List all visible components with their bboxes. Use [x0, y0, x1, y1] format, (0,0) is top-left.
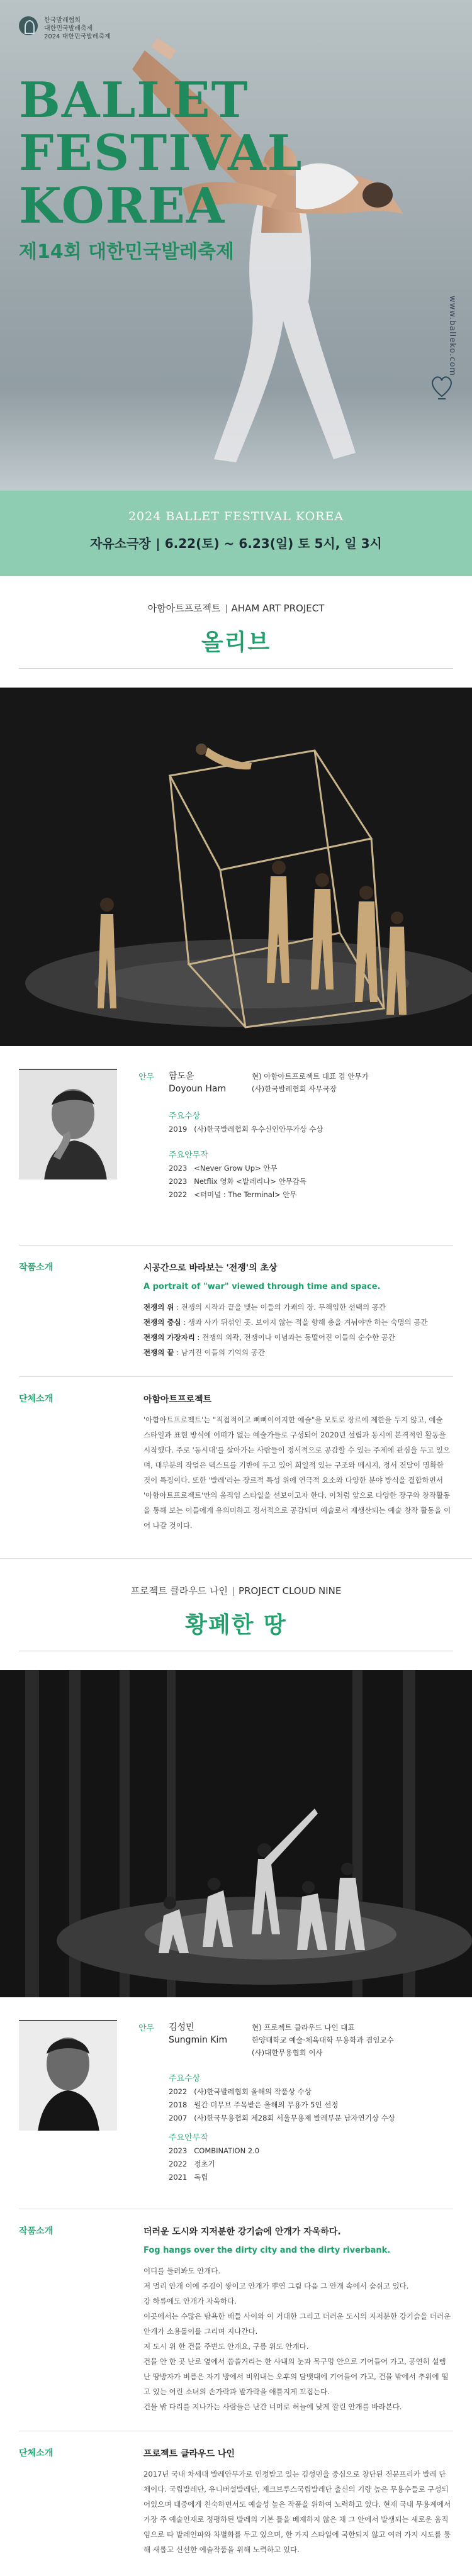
- work-text: 정초기: [194, 2160, 215, 2168]
- works-heading: 주요안무작: [169, 1151, 208, 1160]
- group-intro-label: 단체소개: [19, 2448, 53, 2458]
- divider-bar: [157, 538, 159, 551]
- intro-key: 전쟁의 중심: [143, 1318, 181, 1327]
- show-wasteland: [0, 1558, 472, 2576]
- group-text: 2017년 국내 차세대 발레안무가로 인정받고 있는 김성민을 중심으로 창단된 전문프리카 발레 단체이다. 국립발레단, 유니버설발레단, 제크브루스국립발레단 출신의 기량 높은 무용수들로 구성되어있으며 대중에게 친숙하면서도 예술성 높은 작품을 위하여 노력하고 있다. 현재 국내 무용계에서 가장 주 예술인재로 정평하된 발레의 기본 틀을 베제하지 않은 채 그 안에서 발생되는 새로운 움직임으로 타 발레인파와 차별화를 두고 있으며, 한 가지 스타일에 국한되지 않고 여러 가지 시도를 통해 새롭고 신선한 예술작품을 위해 노력하고 있다.: [143, 2470, 451, 2554]
- festival-logo: [19, 16, 111, 41]
- project-name-en: PROJECT CLOUD NINE: [239, 1585, 342, 1597]
- award-item: [169, 2112, 395, 2125]
- intro-line: [143, 1315, 452, 1330]
- work-text: <Never Grow Up> 안무: [194, 1164, 278, 1173]
- event-banner: [0, 491, 472, 576]
- intro-value: : 전쟁의 시작과 끝을 맺는 이들의 가쾌의 장. 무책임한 선택의 공간: [174, 1303, 386, 1312]
- group-intro-label: 단체소개: [19, 1394, 53, 1404]
- affiliations: [252, 2021, 394, 2059]
- group-intro: [0, 1377, 472, 1558]
- intro-line: [143, 1345, 452, 1360]
- intro-key: 전쟁의 끝: [143, 1348, 174, 1357]
- work-intro-label: 작품소개: [19, 1263, 53, 1273]
- awards-heading: 주요수상: [169, 2074, 201, 2083]
- affiliation: (사)한국발레협회 사무국장: [252, 1084, 337, 1093]
- work-intro-lead-en: A portrait of "war" viewed through time and space.: [143, 1282, 381, 1291]
- work-text: <터미널 : The Terminal> 안무: [194, 1190, 297, 1199]
- stage-photo: [0, 688, 472, 1046]
- logo-text: [44, 16, 111, 41]
- event-info: [0, 533, 472, 552]
- award-text: (사)한국발레협회 올해의 작품상 수상: [194, 2087, 312, 2096]
- work-item: [169, 1188, 306, 1202]
- work-intro-lead: 시공간으로 바라보는 '전쟁'의 초상: [143, 1263, 278, 1273]
- schedule: 6.22(토) ~ 6.23(일) 토 5시, 일 3시: [164, 536, 382, 551]
- work-text: COMBINATION 2.0: [194, 2146, 260, 2155]
- project-name-kr: 프로젝트 클라우드 나인: [130, 1585, 228, 1597]
- group-name: 프로젝트 클라우드 나인: [143, 2449, 235, 2459]
- performance-photo: [0, 1670, 472, 1997]
- work-intro-label: 작품소개: [19, 2226, 53, 2236]
- festival-hero: [0, 0, 472, 491]
- show-title: 올리브: [201, 630, 271, 655]
- hero-title-line: KOREA: [19, 177, 226, 235]
- award-text: (사)한국무용협회 제28회 서울무용제 발레부문 남자연기상 수상: [194, 2114, 395, 2122]
- show-title: 황폐한 땅: [185, 1612, 287, 1638]
- role-label: 안무: [138, 2024, 155, 2033]
- section-header: [0, 576, 472, 669]
- logo-line: 한국발레협회: [44, 17, 81, 24]
- choreographer-profile: [0, 1069, 472, 1245]
- hero-title: [19, 74, 303, 233]
- work-item: [169, 2158, 259, 2171]
- award-year: 2007: [169, 2114, 188, 2122]
- intro-value: : 전쟁의 외곽, 전쟁이나 이념과는 동떨어진 이들의 순수한 공간: [194, 1333, 395, 1342]
- group-text: '아함아트프로젝트'는 "직접적이고 뻐뻐이어지한 예술"을 모토로 장르에 제한을 두지 않고, 예술 스타일과 표현 방식에 어떠가 없는 예술가들로 구성되어 2020년 설립과 동시에 본격적인 활동을 시작했다. 주로 '동시대'를 살아가는 사람들이 정서적으로 공감할 수 있는 주제에 관심을 두고 있으며, 대부분의 작업은 텍스트를 기반에 두고 있어 희일적 있는 구조와 메시지, 정서 전달이 명확한 것이 특징이다. 또한 '발레'라는 장르적 특성 위에 연극적 요소와 다양한 분야 방식을 결합하면서 '아함아트프로젝트'만의 움직임 스타일을 선보이고자 한다. 이처럼 앞으로 다양한 장구와 창작활동을 통해 보는 이들에게 유의미하고 정서적으로 공감되며 예술로서 재생산되는 예술 창작 활동을 이어 나갈 것이다.: [143, 1415, 451, 1530]
- work-intro-content: [143, 2224, 452, 2414]
- show-olive: [0, 576, 472, 1558]
- work-year: 2022: [169, 2160, 188, 2168]
- award-year: 2019: [169, 1125, 188, 1134]
- work-year: 2022: [169, 1190, 188, 1199]
- performance-photo: [0, 688, 472, 1046]
- award-year: 2018: [169, 2100, 188, 2109]
- awards-list: [169, 2085, 395, 2125]
- festival-name: 2024 BALLET FESTIVAL KOREA: [128, 510, 344, 523]
- work-intro-text: [143, 2263, 452, 2414]
- group-intro: [0, 2431, 472, 2576]
- work-intro-text: [143, 1300, 452, 1360]
- award-text: (사)한국발레협회 우수신인안무가상 수상: [194, 1125, 323, 1134]
- affiliation: 한양대학교 예술·체육대학 무용학과 겸임교수: [252, 2036, 394, 2044]
- award-year: 2022: [169, 2087, 188, 2096]
- name-en: Doyoun Ham: [169, 1084, 227, 1094]
- project-name: [0, 601, 472, 615]
- work-text: 독립: [194, 2173, 208, 2182]
- intro-para: 강 하류에도 안개가 자욱하다.: [143, 2297, 237, 2306]
- work-item: [169, 1162, 306, 1175]
- group-intro-content: [143, 2446, 452, 2557]
- intro-para: 건물 밖 다리를 지나가는 사람들은 난간 너머로 허늘에 낮게 깔린 안개를 바라본다.: [143, 2402, 402, 2411]
- work-intro: [0, 1246, 472, 1376]
- choreographer-profile: [0, 2020, 472, 2209]
- intro-key: 전쟁의 가장자리: [143, 1333, 195, 1342]
- choreographer-name: [169, 1070, 226, 1095]
- choreographer-name: [169, 2021, 227, 2046]
- venue: 자유소극장: [90, 536, 151, 551]
- award-item: [169, 1123, 323, 1136]
- name-kr: 함도윤: [169, 1071, 194, 1081]
- affiliation: (사)대한무용협회 이사: [252, 2048, 323, 2057]
- award-text: 월간 더무브 주목받은 올해의 무용가 5인 선정: [194, 2100, 339, 2109]
- work-item: [169, 2144, 259, 2158]
- hero-subtitle: 제14회 대한민국발레축제: [19, 241, 234, 263]
- logo-line: 대한민국발레축제: [44, 25, 93, 32]
- work-item: [169, 2171, 259, 2184]
- project-name-kr: 아함아트프로젝트: [147, 603, 221, 614]
- work-intro-lead: 더러운 도시와 지저분한 강기슭에 안개가 자욱하다.: [143, 2227, 341, 2237]
- awards-list: [169, 1123, 323, 1136]
- affiliations: [252, 1070, 369, 1095]
- work-intro: [0, 2209, 472, 2431]
- works-list: [169, 1162, 306, 1202]
- hero-title-line: BALLET: [19, 72, 249, 129]
- intro-para: 이곳에서는 수많은 탐욕한 배들 사이와 이 거대한 그리고 더러운 도시의 지저분한 강기슭을 더러운 안개가 소용돌이를 그리며 지나간다.: [143, 2312, 451, 2336]
- works-list: [169, 2144, 259, 2184]
- choreographer-portrait: [19, 2020, 117, 2131]
- work-item: [169, 1175, 306, 1188]
- stage-photo: [0, 1670, 472, 1997]
- work-intro-lead-en: Fog hangs over the dirty city and the dirty riverbank.: [143, 2246, 391, 2255]
- intro-para: 저 멀리 안개 이에 주검이 쌓이고 안개가 뿌연 그림 다음 그 안개 속에서 숨쉬고 있다.: [143, 2282, 409, 2290]
- project-name-en: AHAM ART PROJECT: [231, 603, 325, 614]
- intro-value: : 생과 사가 뒤섞인 곳. 보이지 않는 적을 향해 총을 겨눠야만 하는 숙명의 공간: [181, 1318, 428, 1327]
- website-url[interactable]: www.balleko.com: [447, 296, 457, 376]
- choreographer-portrait: [19, 1069, 117, 1179]
- intro-para: 건물 안 한 곳 난로 옆에서 씁쓸거리는 한 사내의 눈과 목구멍 안으로 기어들어 가고, 공연히 설렘난 땅방자가 벼름은 자기 방에서 비워내는 오후의 담뱃대에 기어들어 가고, 건물 밖에서 추위에 떨고 있는 어린 소녀의 손가락과 발가락을 애틀지게 꼬집는다.: [143, 2357, 449, 2396]
- works-heading: 주요안무작: [169, 2133, 208, 2143]
- group-name: 아함아트프로젝트: [143, 1395, 212, 1405]
- awards-heading: 주요수상: [169, 1112, 201, 1121]
- award-item: [169, 2085, 395, 2099]
- intro-line: [143, 1300, 452, 1315]
- group-intro-content: [143, 1392, 452, 1533]
- intro-para: 저 도시 위 한 건물 주변도 안개요, 구름 위도 안개다.: [143, 2342, 309, 2351]
- role-label: 안무: [138, 1073, 155, 1082]
- association-logo-icon: [19, 16, 38, 35]
- section-header: [0, 1559, 472, 1651]
- intro-value: : 남겨진 이들의 기억의 공간: [174, 1348, 265, 1357]
- work-year: 2021: [169, 2173, 188, 2182]
- work-text: Netflix 영화 <발레리나> 안무감독: [194, 1177, 307, 1186]
- intro-key: 전쟁의 위: [143, 1303, 174, 1312]
- hero-title-line: FESTIVAL: [19, 125, 303, 182]
- name-en: Sungmin Kim: [169, 2035, 228, 2045]
- divider: [19, 668, 453, 669]
- work-year: 2023: [169, 1164, 188, 1173]
- logo-line: 2024 대한민국발레축제: [44, 33, 111, 40]
- work-year: 2023: [169, 1177, 188, 1186]
- work-intro-content: [143, 1261, 452, 1360]
- work-year: 2023: [169, 2146, 188, 2155]
- affiliation: 현) 프로젝트 클라우드 나인 대표: [252, 2023, 355, 2032]
- intro-line: [143, 1330, 452, 1345]
- heart-logo-icon: [429, 371, 454, 403]
- intro-para: 어디를 둘러봐도 안개다.: [143, 2267, 221, 2275]
- divider-bar: [226, 605, 227, 613]
- project-name: [0, 1584, 472, 1597]
- name-kr: 김성민: [169, 2022, 194, 2032]
- affiliation: 현) 아함아트프로젝트 대표 겸 안무가: [252, 1072, 369, 1081]
- award-item: [169, 2099, 395, 2112]
